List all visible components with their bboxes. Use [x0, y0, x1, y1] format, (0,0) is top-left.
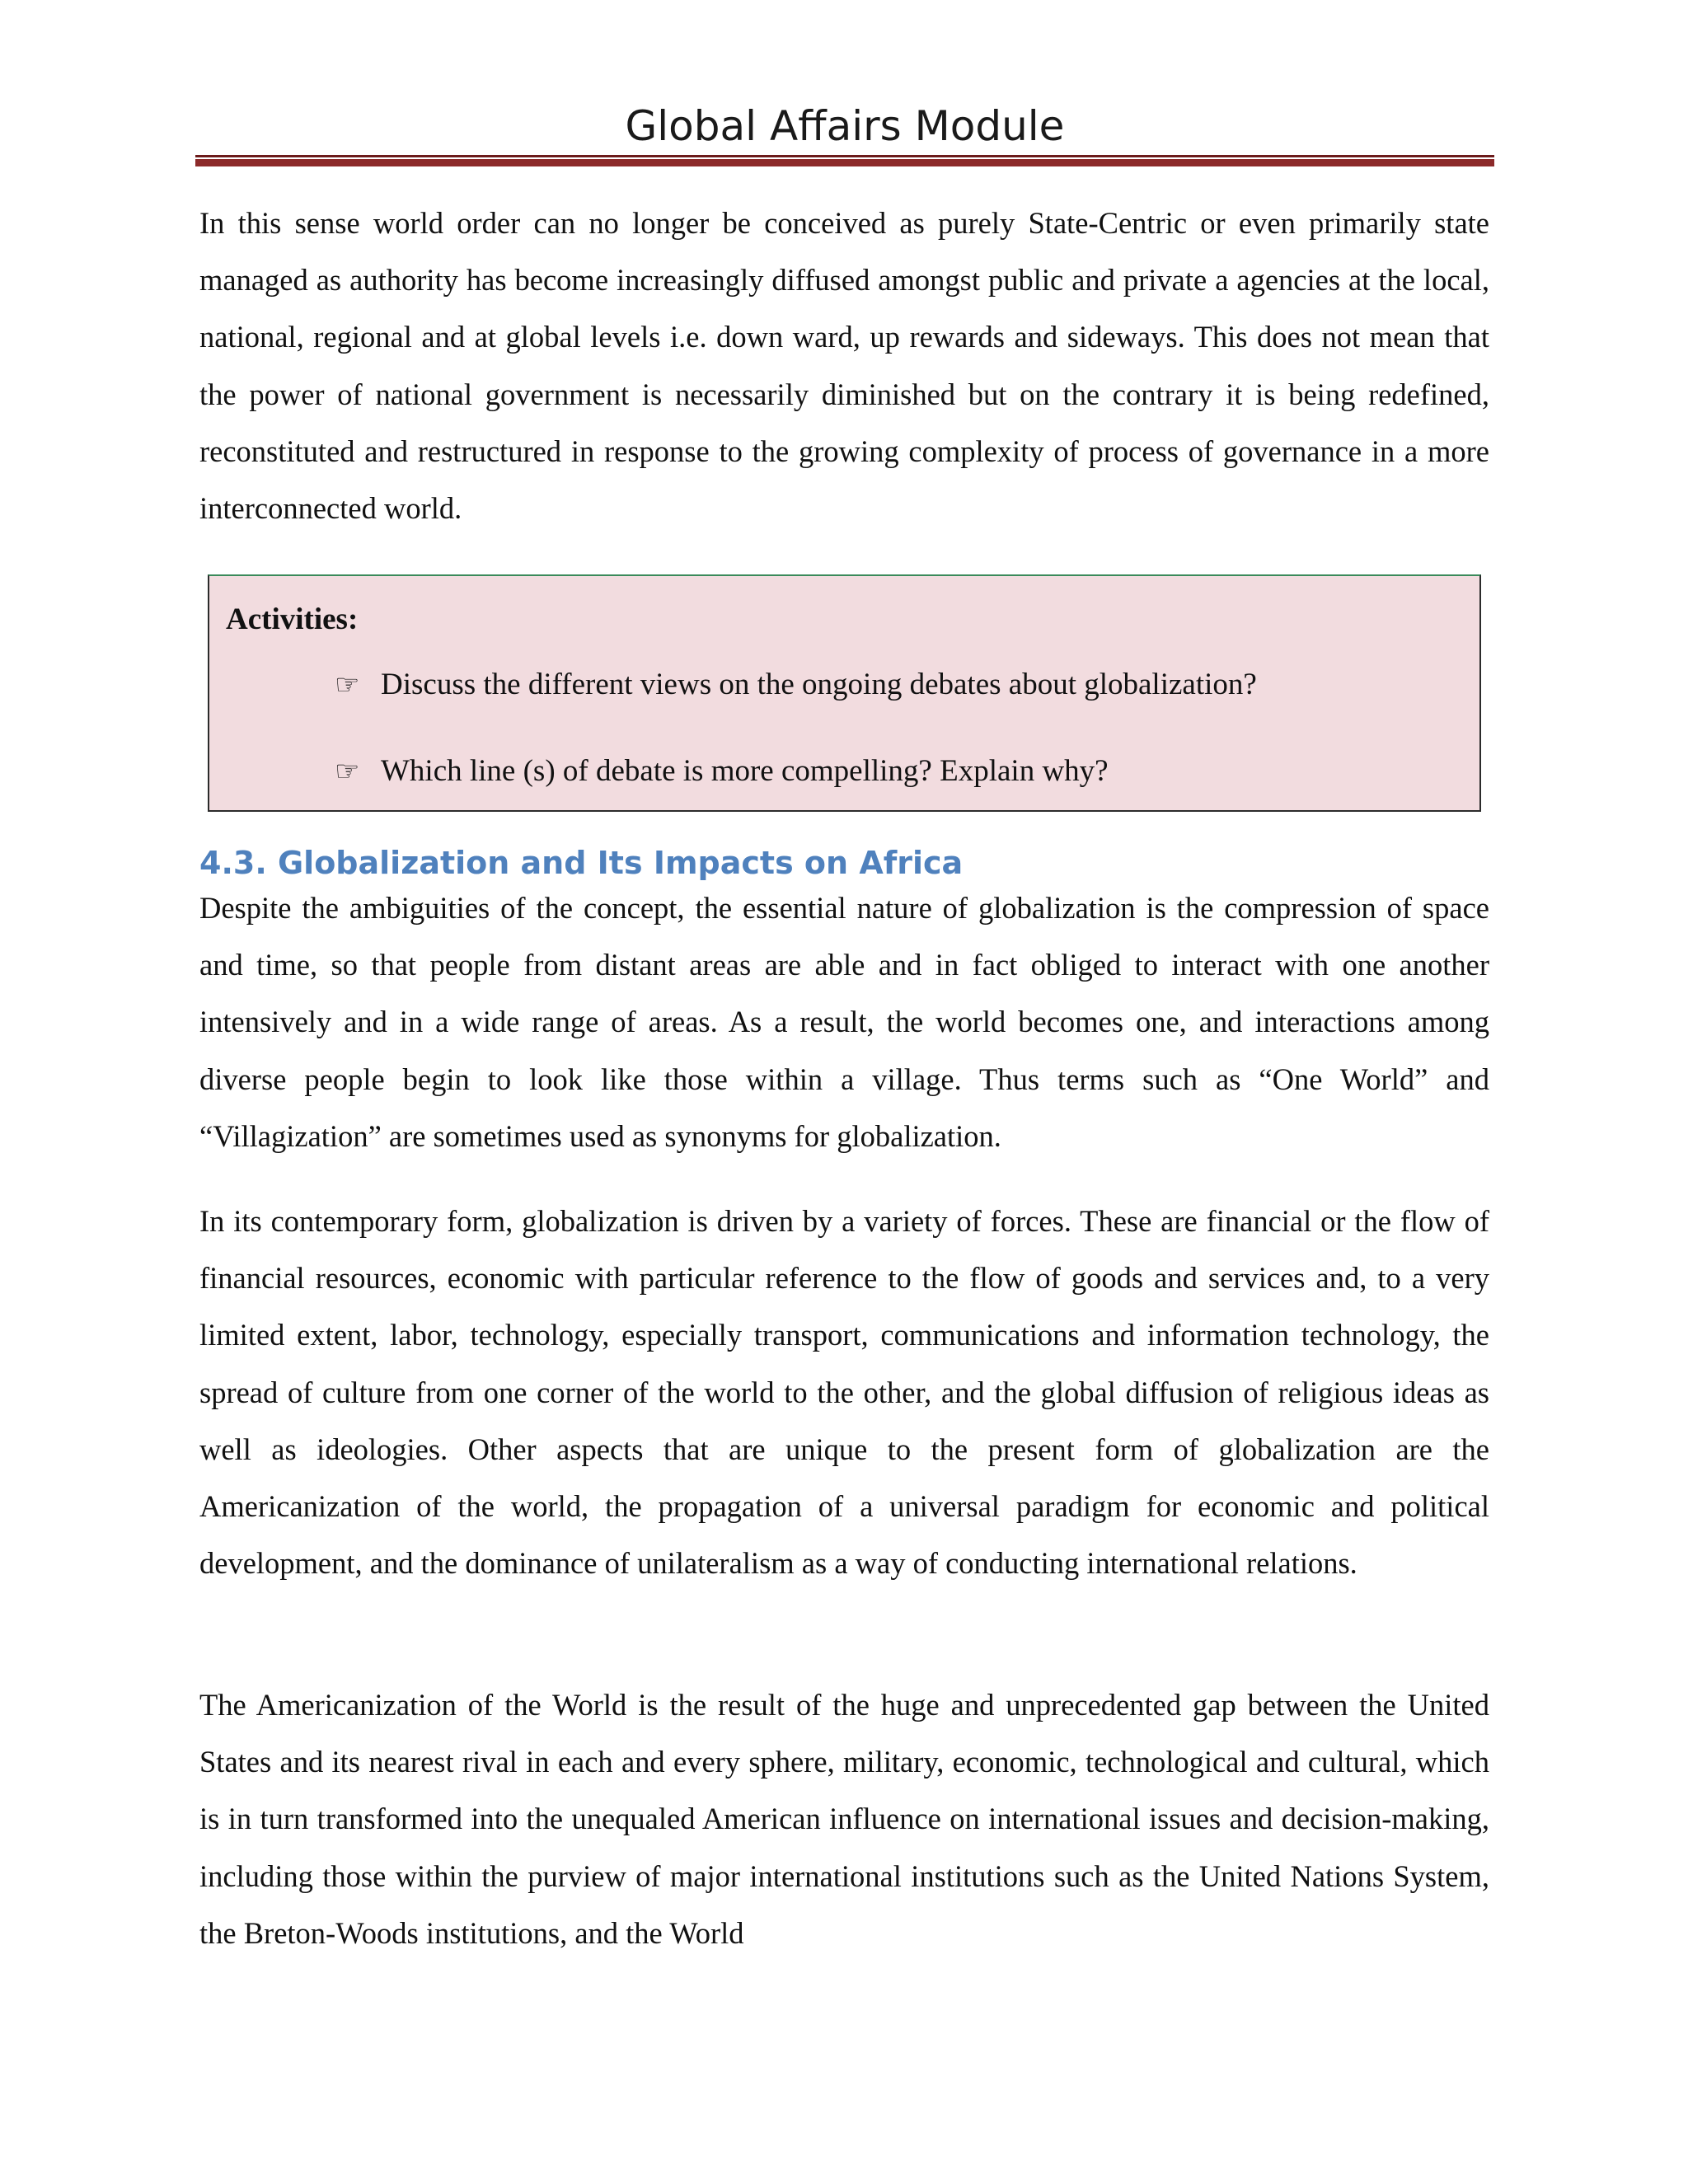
activities-box: [208, 574, 1481, 812]
activity-text: Which line (s) of debate is more compelling? Explain why?: [381, 754, 1109, 788]
paragraph-globalization-nature: Despite the ambiguities of the concept, the essential nature of globalization is the compression of space and time, so that people from distant areas are able and in fact obliged to interact with one another intensively and in a wide range of areas. As a result, the world becomes one, and interactions among diverse people begin to look like those within a village. Thus terms such as “One World” and “Villagization” are sometimes used as synonyms for globalization.: [199, 891, 1489, 1153]
paragraph-americanization: The Americanization of the World is the result of the huge and unprecedented gap between the United States and its nearest rival in each and every sphere, military, economic, technological and cultural, which is in turn transformed into the unequaled American influence on international issues and decision-making, including those within the purview of major international institutions such as the United Nations System, the Breton-Woods institutions, and the World: [199, 1688, 1489, 1950]
activity-item: [335, 751, 1109, 792]
pointing-hand-icon: ☞: [335, 668, 360, 701]
activity-item: [335, 664, 1257, 705]
pointing-hand-icon: ☞: [335, 755, 360, 788]
header-rule-thin: [195, 155, 1494, 157]
header-rule-thick: [195, 159, 1494, 166]
paragraph-globalization-forces: In its contemporary form, globalization is driven by a variety of forces. These are financial or the flow of financial resources, economic with particular reference to the flow of goods and services and, to a very limited extent, labor, technology, especially transport, communications and information technology, the spread of culture from one corner of the world to the other, and the global diffusion of religious ideas as well as ideologies. Other aspects that are unique to the present form of globalization are the Americanization of the world, the propagation of a universal paradigm for economic and political development, and the dominance of unilateralism as a way of conducting international relations.: [199, 1204, 1489, 1581]
activity-text: Discuss the different views on the ongoing debates about globalization?: [381, 668, 1257, 701]
section-heading: 4.3. Globalization and Its Impacts on Africa: [199, 845, 964, 881]
page-header-title: Global Affairs Module: [625, 102, 1065, 150]
paragraph-world-order: In this sense world order can no longer be conceived as purely State-Centric or even primarily state managed as authority has become increasingly diffused amongst public and private a agencies at the local, national, regional and at global levels i.e. down ward, up rewards and sideways. This does not mean that the power of national government is necessarily diminished but on the contrary it is being redefined, reconstituted and restructured in response to the growing complexity of process of governance in a more interconnected world.: [199, 206, 1489, 526]
activities-title: Activities:: [226, 602, 359, 636]
